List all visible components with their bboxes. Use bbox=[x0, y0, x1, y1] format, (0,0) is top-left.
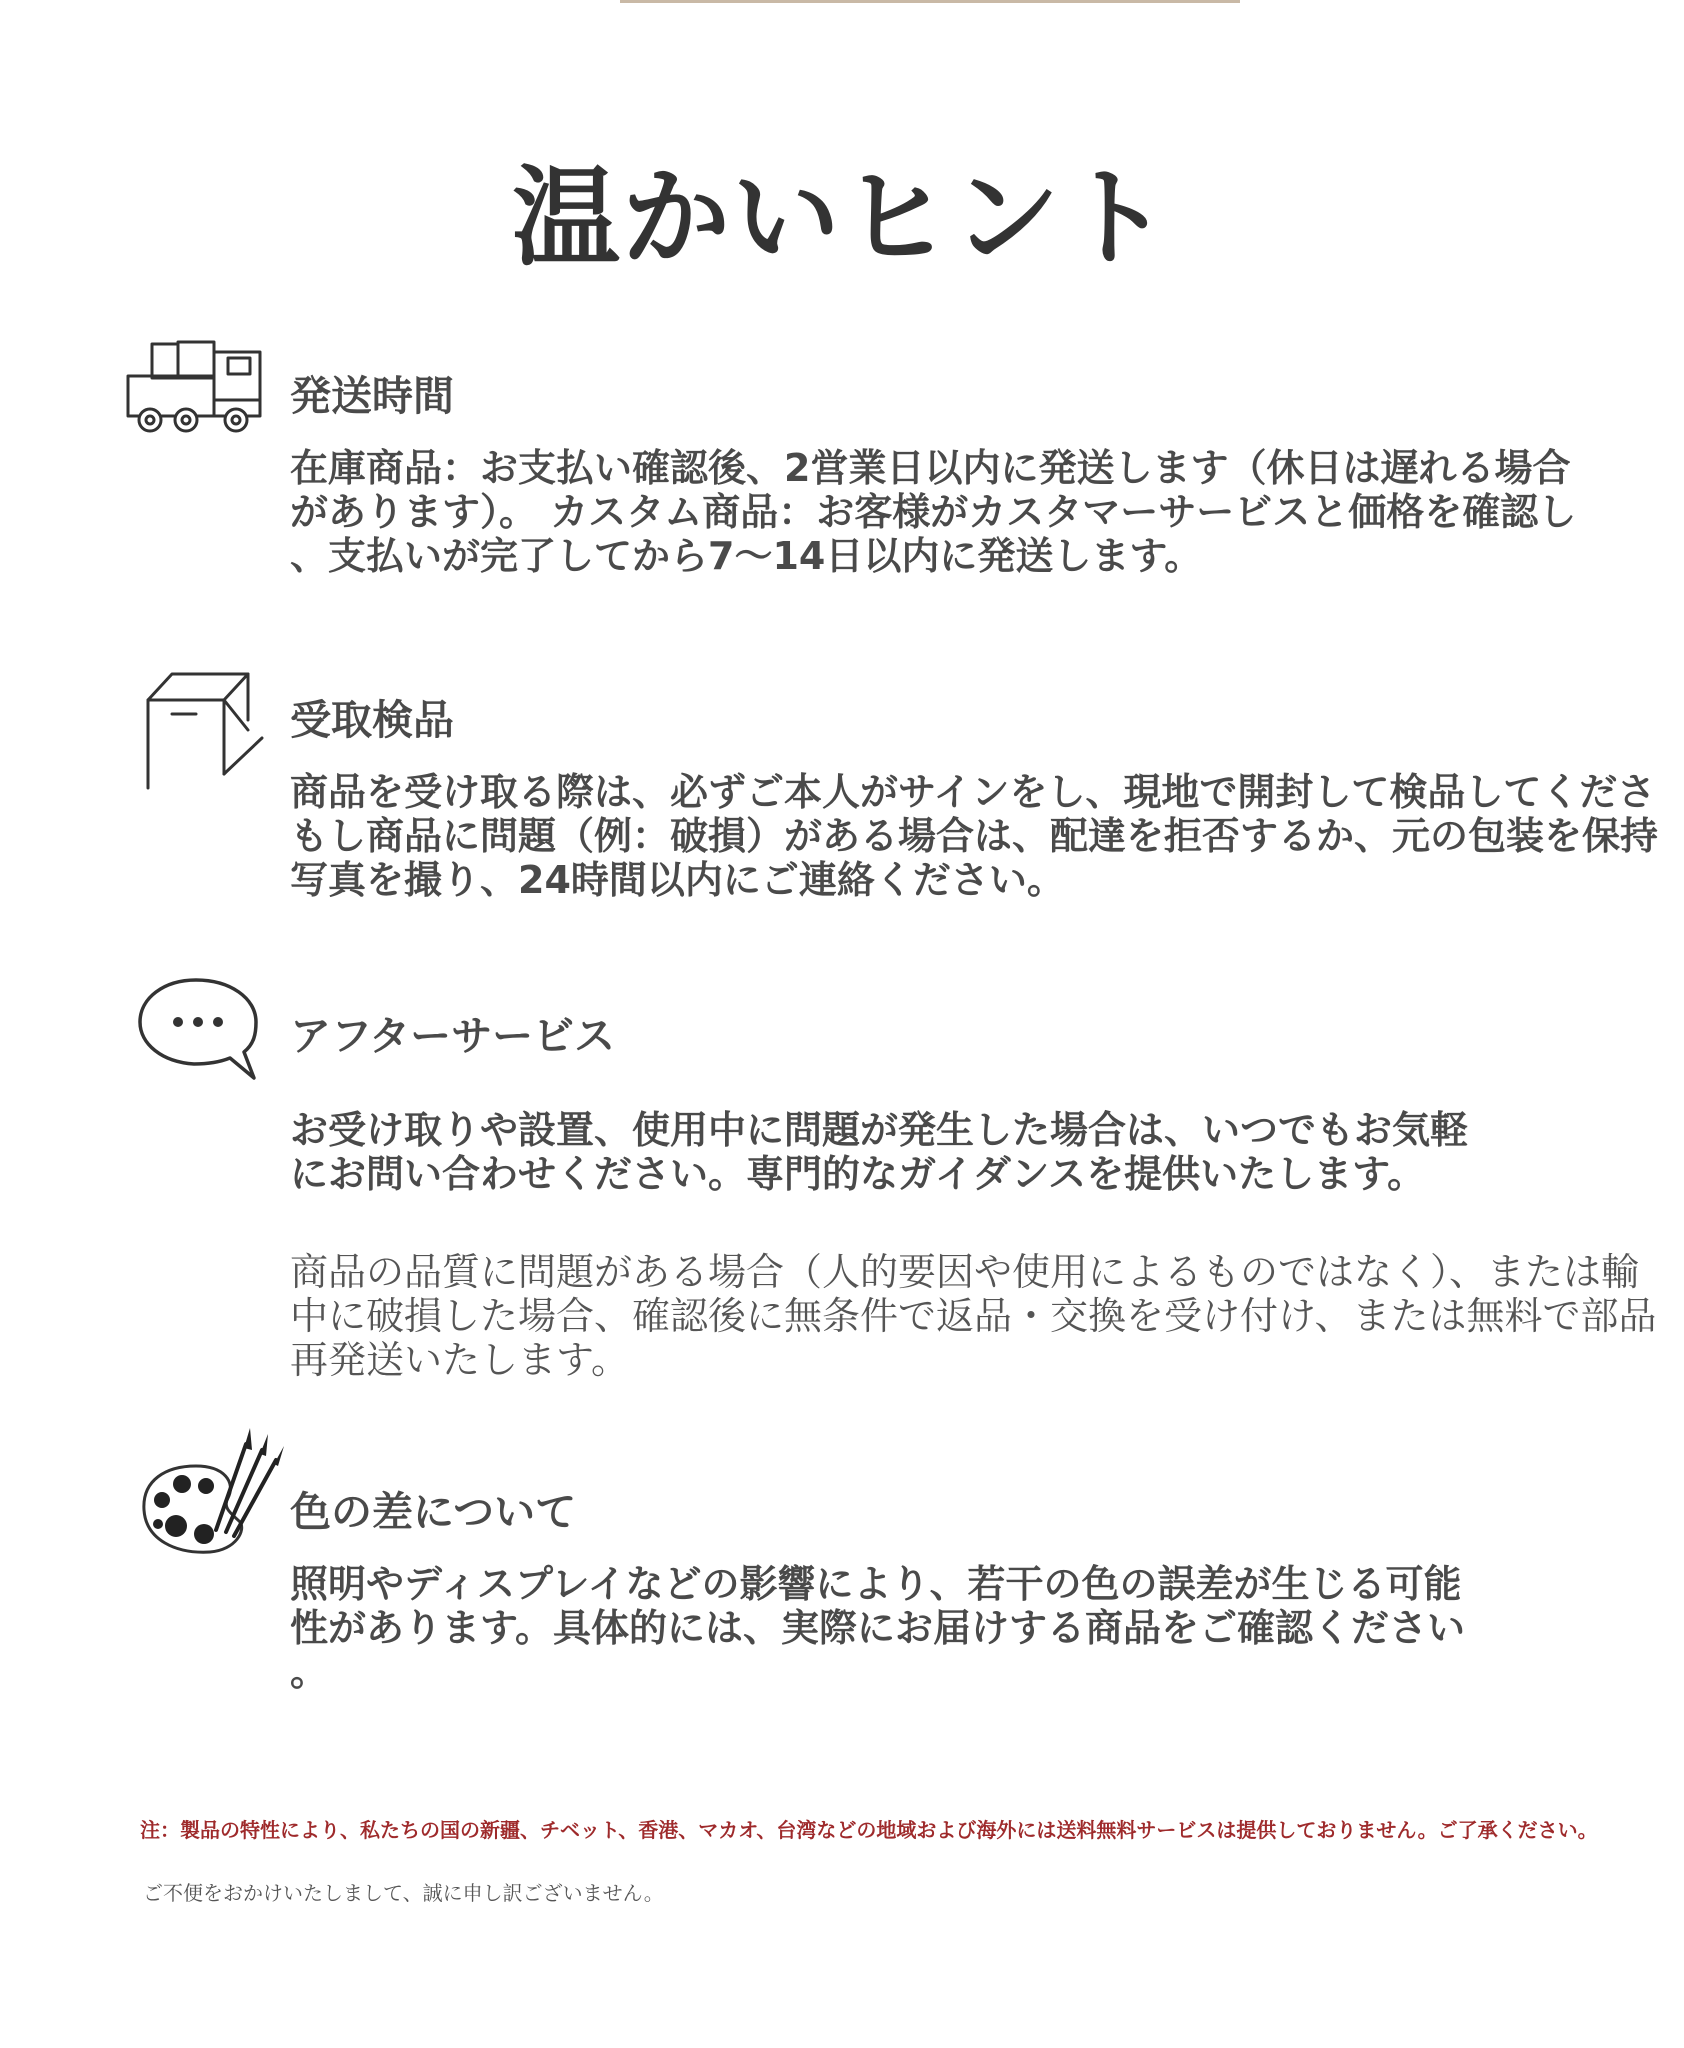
after-service-paragraph-2 bbox=[290, 1250, 1656, 1382]
section-heading-color-difference: 色の差について bbox=[290, 1488, 577, 1536]
text-line: 照明やディスプレイなどの影響により、若干の色の誤差が生じる可能 bbox=[290, 1562, 1462, 1606]
inspection-paragraph bbox=[290, 770, 1658, 902]
section-heading-shipping: 発送時間 bbox=[290, 372, 454, 420]
section-heading-inspection: 受取検品 bbox=[290, 696, 454, 744]
color-difference-paragraph bbox=[290, 1562, 1465, 1694]
text-line: 在庫商品：お支払い確認後、2営業日以内に発送します（休日は遅れる場合 bbox=[290, 446, 1571, 490]
text-line: にお問い合わせください。専門的なガイダンスを提供いたします。 bbox=[290, 1152, 1426, 1196]
text-line: 写真を撮り、24時間以内にご連絡ください。 bbox=[290, 858, 1065, 902]
truck-icon bbox=[124, 340, 270, 434]
text-line: があります）。 カスタム商品：お客様がカスタマーサービスと価格を確認し bbox=[290, 490, 1577, 534]
text-line: 再発送いたします。 bbox=[290, 1338, 629, 1382]
text-line: 、支払いが完了してから7〜14日以内に発送します。 bbox=[290, 534, 1203, 578]
text-line: お受け取りや設置、使用中に問題が発生した場合は、いつでもお気軽 bbox=[290, 1108, 1469, 1152]
page-title: 温かいヒント bbox=[511, 156, 1172, 281]
shipping-paragraph bbox=[290, 446, 1576, 578]
top-divider bbox=[620, 0, 1240, 3]
apology-note: ご不便をおかけいたしまして、誠に申し訳ございません。 bbox=[143, 1881, 664, 1905]
text-line: 商品を受け取る際は、必ずご本人がサインをし、現地で開封して検品してくださ bbox=[290, 770, 1656, 814]
text-line: もし商品に問題（例：破損）がある場合は、配達を拒否するか、元の包装を保持 bbox=[290, 814, 1659, 858]
paint-palette-icon bbox=[136, 1426, 286, 1566]
chat-bubble-icon bbox=[136, 976, 262, 1082]
text-line: 中に破損した場合、確認後に無条件で返品・交換を受け付け、または無料で部品 bbox=[290, 1294, 1657, 1338]
text-line: 性があります。具体的には、実際にお届けする商品をご確認ください bbox=[290, 1606, 1465, 1650]
after-service-paragraph-1 bbox=[290, 1108, 1468, 1196]
text-line: 商品の品質に問題がある場合（人的要因や使用によるものではなく）、または輸 bbox=[290, 1250, 1640, 1294]
section-heading-after-service: アフターサービス bbox=[290, 1012, 616, 1060]
text-line: 。 bbox=[290, 1650, 329, 1694]
shipping-exclusion-note: 注：製品の特性により、私たちの国の新疆、チベット、香港、マカオ、台湾などの地域および海外には送料無料サービスは提供しておりません。ご了承ください。 bbox=[140, 1818, 1598, 1842]
box-icon bbox=[138, 670, 268, 790]
